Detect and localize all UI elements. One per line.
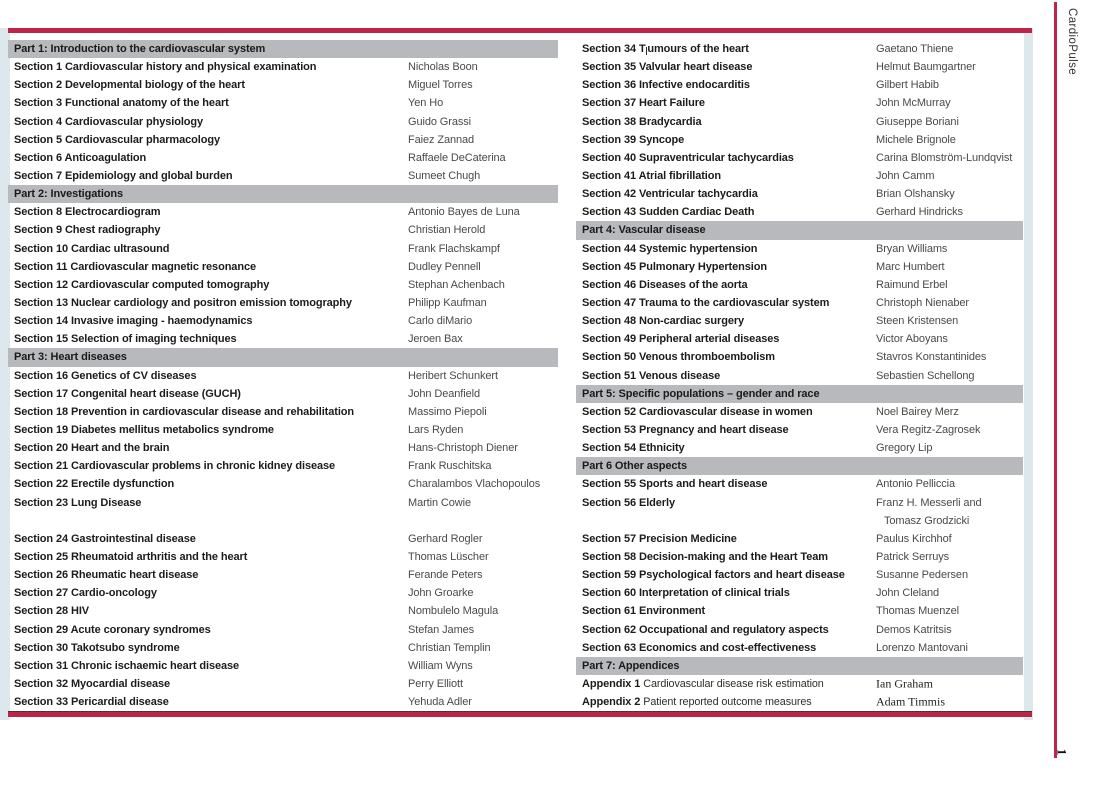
section-row — [576, 167, 1023, 185]
section-author: Adam Timmis — [876, 694, 946, 709]
section-author: Giuseppe Boriani — [876, 115, 959, 128]
section-title: Section 49 Peripheral arterial diseases — [582, 333, 780, 346]
appendix-label: Appendix 1 — [582, 678, 644, 690]
section-row — [8, 403, 558, 421]
section-title: Section 59 Psychological factors and heart disease — [582, 569, 845, 582]
section-row — [576, 258, 1023, 276]
section-title: Section 2 Developmental biology of the heart — [14, 79, 245, 92]
section-row — [8, 240, 558, 258]
section-author: Antonio Pelliccia — [876, 478, 956, 491]
section-row — [8, 203, 558, 221]
section-author: Perry Elliott — [408, 677, 463, 690]
section-title: Section 39 Syncope — [582, 133, 685, 146]
section-author: John Deanfield — [408, 387, 480, 400]
section-title: Section 8 Electrocardiogram — [14, 206, 161, 219]
section-row — [576, 421, 1023, 439]
section-author: Faiez Zannad — [408, 133, 475, 146]
section-title: Section 6 Anticoagulation — [14, 151, 147, 164]
section-author: Frank Ruschitska — [408, 460, 492, 473]
section-author: Noel Bairey Merz — [876, 405, 959, 418]
section-title: Section 55 Sports and heart disease — [582, 478, 768, 491]
section-author: Sumeet Chugh — [408, 170, 481, 183]
section-author: Helmut Baumgartner — [876, 61, 976, 74]
section-row — [8, 693, 558, 711]
section-author: Thomas Lüscher — [408, 551, 489, 563]
section-row — [576, 94, 1023, 112]
section-title — [582, 678, 824, 690]
section-author: Bryan Williams — [876, 242, 948, 255]
section-row — [8, 131, 558, 149]
section-row — [8, 330, 558, 348]
section-title: Section 7 Epidemiology and global burden — [14, 170, 233, 183]
section-row — [8, 76, 558, 94]
section-author: Nombulelo Magula — [408, 605, 499, 618]
part-header-label: Part 2: Investigations — [14, 188, 124, 201]
section-title: Section 4 Cardiovascular physiology — [14, 115, 204, 128]
section-author: Carina Blomström-Lundqvist — [876, 151, 1013, 164]
section-row — [8, 312, 558, 330]
appendix-description: Patient reported outcome measures — [643, 696, 812, 709]
section-row — [8, 94, 558, 112]
page-edge-right — [1024, 28, 1033, 720]
section-title: Section 21 Cardiovascular problems in chronic kidney disease — [14, 460, 336, 473]
section-author — [876, 494, 982, 530]
section-author: Demos Katritsis — [876, 623, 952, 636]
section-author: Massimo Piepoli — [408, 405, 487, 418]
part-header — [8, 40, 558, 58]
section-author: Jeroen Bax — [408, 333, 463, 346]
section-author: Frank Flachskampf — [408, 242, 500, 255]
section-row — [8, 113, 558, 131]
section-title: Section 45 Pulmonary Hypertension — [582, 260, 767, 273]
section-row — [576, 494, 1023, 530]
section-title: Section 12 Cardiovascular computed tomography — [14, 278, 270, 291]
section-author: Marc Humbert — [876, 260, 945, 273]
section-title: Section 61 Environment — [582, 605, 706, 618]
journal-title-vertical: CardioPulse — [1066, 8, 1078, 76]
page-number: 1 — [1054, 748, 1070, 756]
section-title: Section 19 Diabetes mellitus metabolics syndrome — [14, 424, 274, 437]
section-row — [8, 221, 558, 239]
section-row — [576, 76, 1023, 94]
section-row — [8, 475, 558, 493]
section-title: Section 1 Cardiovascular history and physical examination — [14, 61, 317, 74]
section-title: Section 56 Elderly — [582, 496, 675, 509]
part-header — [576, 221, 1023, 239]
section-author: Ian Graham — [876, 676, 933, 691]
section-row — [8, 639, 558, 657]
section-row — [576, 330, 1023, 348]
section-author: John McMurray — [876, 97, 951, 110]
author-line-1: Franz H. Messerli and — [876, 496, 982, 509]
section-row — [576, 403, 1023, 421]
section-title: Section 22 Erectile dysfunction — [14, 478, 175, 491]
section-author: Sebastien Schellong — [876, 369, 975, 382]
section-title: Section 58 Decision-making and the Heart Team — [582, 551, 828, 564]
section-title: Section 62 Occupational and regulatory aspects — [582, 623, 829, 636]
part-header-label: Part 6 Other aspects — [582, 460, 687, 473]
part-header-label: Part 1: Introduction to the cardiovascular system — [14, 43, 266, 56]
section-row — [576, 240, 1023, 258]
section-title: Section 11 Cardiovascular magnetic resonance — [14, 260, 256, 273]
section-author: Susanne Pedersen — [876, 569, 968, 582]
section-row — [576, 367, 1023, 385]
section-author: Stephan Achenbach — [408, 278, 505, 291]
section-author: Antonio Bayes de Luna — [408, 206, 520, 219]
section-author: Martin Cowie — [408, 496, 471, 509]
section-title: Section 28 HIV — [14, 605, 90, 618]
section-title: Section 54 Ethnicity — [582, 442, 685, 455]
section-row — [576, 58, 1023, 76]
section-row — [576, 566, 1023, 584]
section-author: William Wyns — [408, 659, 473, 672]
section-title: Section 3 Functional anatomy of the heart — [14, 97, 229, 110]
section-title: Section 51 Venous disease — [582, 369, 721, 382]
section-author: Miguel Torres — [408, 79, 473, 92]
section-author: Gilbert Habib — [876, 79, 939, 92]
section-title: Section 50 Venous thromboembolism — [582, 351, 775, 364]
part-header — [576, 657, 1023, 675]
section-row — [576, 621, 1023, 639]
section-author: Lars Ryden — [408, 424, 464, 437]
toc-column-left — [8, 40, 558, 711]
section-author: Charalambos Vlachopoulos — [408, 478, 541, 491]
section-title: Section 16 Genetics of CV diseases — [14, 369, 197, 382]
section-row — [576, 40, 1023, 58]
section-title: Section 27 Cardio-oncology — [14, 587, 157, 600]
section-title: Section 5 Cardiovascular pharmacology — [14, 133, 220, 146]
section-title: Section 52 Cardiovascular disease in women — [582, 405, 813, 418]
section-title: Section 14 Invasive imaging - haemodynamics — [14, 315, 253, 328]
text-cursor — [646, 47, 647, 55]
section-title — [582, 696, 812, 708]
section-title: Section 44 Systemic hypertension — [582, 242, 758, 255]
section-row — [576, 348, 1023, 366]
part-header-label: Part 3: Heart diseases — [14, 351, 127, 364]
section-author: Carlo diMario — [408, 315, 473, 328]
section-row — [8, 566, 558, 584]
section-row — [8, 276, 558, 294]
section-title: Section 30 Takotsubo syndrome — [14, 641, 180, 654]
section-row — [8, 584, 558, 602]
section-row — [8, 294, 558, 312]
part-header-label: Part 5: Specific populations – gender and race — [582, 387, 820, 400]
section-title: Section 36 Infective endocarditis — [582, 79, 750, 92]
section-title: Section 20 Heart and the brain — [14, 442, 170, 455]
section-author: John Groarke — [408, 587, 474, 600]
section-row — [8, 439, 558, 457]
section-author: Dudley Pennell — [408, 260, 481, 273]
section-title: Section 26 Rheumatic heart disease — [14, 569, 199, 582]
right-margin-rule — [1054, 2, 1057, 758]
section-row — [8, 258, 558, 276]
section-title: Section 13 Nuclear cardiology and positron emission tomography — [14, 297, 352, 310]
section-row — [8, 621, 558, 639]
section-row — [8, 149, 558, 167]
appendix-description: Cardiovascular disease risk estimation — [643, 678, 824, 690]
section-row — [576, 312, 1023, 330]
section-author: Steen Kristensen — [876, 315, 959, 328]
section-title: Section 37 Heart Failure — [582, 97, 705, 110]
section-author: Stavros Konstantinides — [876, 351, 987, 364]
section-author: Michele Brignole — [876, 133, 956, 146]
section-row — [576, 584, 1023, 602]
section-title: Section 25 Rheumatoid arthritis and the heart — [14, 551, 248, 563]
section-row — [8, 602, 558, 620]
section-title: Section 18 Prevention in cardiovascular disease and rehabilitation — [14, 405, 355, 418]
section-row — [8, 421, 558, 439]
part-header-label: Part 7: Appendices — [582, 659, 680, 672]
section-row — [576, 530, 1023, 548]
section-title: Section 10 Cardiac ultrasound — [14, 242, 170, 255]
section-author: Patrick Serruys — [876, 551, 950, 564]
section-author: Paulus Kirchhof — [876, 532, 952, 545]
section-author: Vera Regitz-Zagrosek — [876, 424, 981, 437]
section-author: Guido Grassi — [408, 115, 471, 128]
section-row — [8, 530, 558, 548]
section-title: Section 23 Lung Disease — [14, 496, 142, 509]
section-row — [576, 276, 1023, 294]
section-title: Section 24 Gastrointestinal disease — [14, 532, 196, 545]
section-row — [8, 675, 558, 693]
section-row — [8, 457, 558, 475]
section-author: Gaetano Thiene — [876, 43, 954, 56]
section-author: Ferande Peters — [408, 569, 483, 582]
section-title: Section 46 Diseases of the aorta — [582, 278, 748, 291]
bottom-rule — [8, 711, 1032, 717]
section-title: Section 35 Valvular heart disease — [582, 61, 753, 74]
section-title: Section 34 T umours of the heart — [582, 43, 749, 56]
part-header — [576, 457, 1023, 475]
section-title: Section 60 Interpretation of clinical trials — [582, 587, 790, 600]
section-title: Section 48 Non-cardiac surgery — [582, 315, 745, 328]
toc-column-right — [576, 40, 1023, 711]
section-title: Section 33 Pericardial disease — [14, 696, 169, 709]
section-author: John Camm — [876, 170, 935, 183]
section-title: Section 53 Pregnancy and heart disease — [582, 424, 789, 437]
appendix-row — [576, 693, 1023, 711]
section-title: Section 41 Atrial fibrillation — [582, 170, 722, 183]
section-author: Christian Herold — [408, 224, 486, 237]
section-title: Section 15 Selection of imaging techniques — [14, 333, 237, 346]
section-title: Section 63 Economics and cost-effectiveness — [582, 641, 817, 654]
section-title: Section 9 Chest radiography — [14, 224, 161, 237]
section-row — [8, 548, 558, 566]
section-title: Section 43 Sudden Cardiac Death — [582, 206, 755, 219]
section-author: Raimund Erbel — [876, 278, 948, 291]
section-row — [8, 494, 558, 512]
section-row — [8, 58, 558, 76]
spacer-row — [8, 512, 558, 530]
section-author: Christoph Nienaber — [876, 297, 969, 310]
section-row — [576, 439, 1023, 457]
section-row — [8, 367, 558, 385]
section-author: Christian Templin — [408, 641, 491, 654]
section-title: Section 32 Myocardial disease — [14, 677, 171, 690]
section-title: Section 40 Supraventricular tachycardias — [582, 151, 794, 164]
section-row — [576, 131, 1023, 149]
section-title: Section 38 Bradycardia — [582, 115, 702, 128]
section-row — [576, 149, 1023, 167]
part-header-label: Part 4: Vascular disease — [582, 224, 706, 237]
section-title: Section 17 Congenital heart disease (GUCH) — [14, 387, 241, 400]
section-author: Heribert Schunkert — [408, 369, 498, 382]
section-title: Section 29 Acute coronary syndromes — [14, 623, 211, 636]
section-row — [576, 475, 1023, 493]
section-author: Yen Ho — [408, 97, 444, 110]
section-author: Victor Aboyans — [876, 333, 948, 346]
section-author: John Cleland — [876, 587, 940, 600]
section-row — [8, 657, 558, 675]
section-author: Raffaele DeCaterina — [408, 151, 506, 164]
appendix-label: Appendix 2 — [582, 696, 644, 709]
section-title: Section 47 Trauma to the cardiovascular system — [582, 297, 830, 310]
section-author: Gregory Lip — [876, 442, 933, 455]
author-line-2: Tomasz Grodzicki — [884, 514, 970, 527]
section-author: Nicholas Boon — [408, 61, 478, 74]
section-author: Stefan James — [408, 623, 475, 636]
section-title: Section 31 Chronic ischaemic heart disease — [14, 659, 240, 672]
section-row — [576, 185, 1023, 203]
appendix-row — [576, 675, 1023, 693]
section-row — [8, 167, 558, 185]
section-row — [576, 294, 1023, 312]
section-row — [576, 639, 1023, 657]
section-row — [576, 548, 1023, 566]
section-title: Section 42 Ventricular tachycardia — [582, 188, 758, 201]
section-author: Lorenzo Mantovani — [876, 641, 968, 654]
top-rule — [8, 28, 1032, 33]
part-header — [576, 385, 1023, 403]
section-author: Hans-Christoph Diener — [408, 442, 518, 455]
section-author: Brian Olshansky — [876, 188, 955, 201]
section-author: Yehuda Adler — [408, 696, 472, 709]
section-row — [576, 602, 1023, 620]
section-author: Thomas Muenzel — [876, 605, 959, 618]
section-author: Gerhard Rogler — [408, 532, 483, 545]
section-title: Section 57 Precision Medicine — [582, 532, 737, 545]
section-author: Gerhard Hindricks — [876, 206, 963, 219]
part-header — [8, 185, 558, 203]
section-row — [8, 385, 558, 403]
section-row — [576, 203, 1023, 221]
section-author: Philipp Kaufman — [408, 297, 487, 310]
section-row — [576, 113, 1023, 131]
part-header — [8, 348, 558, 366]
